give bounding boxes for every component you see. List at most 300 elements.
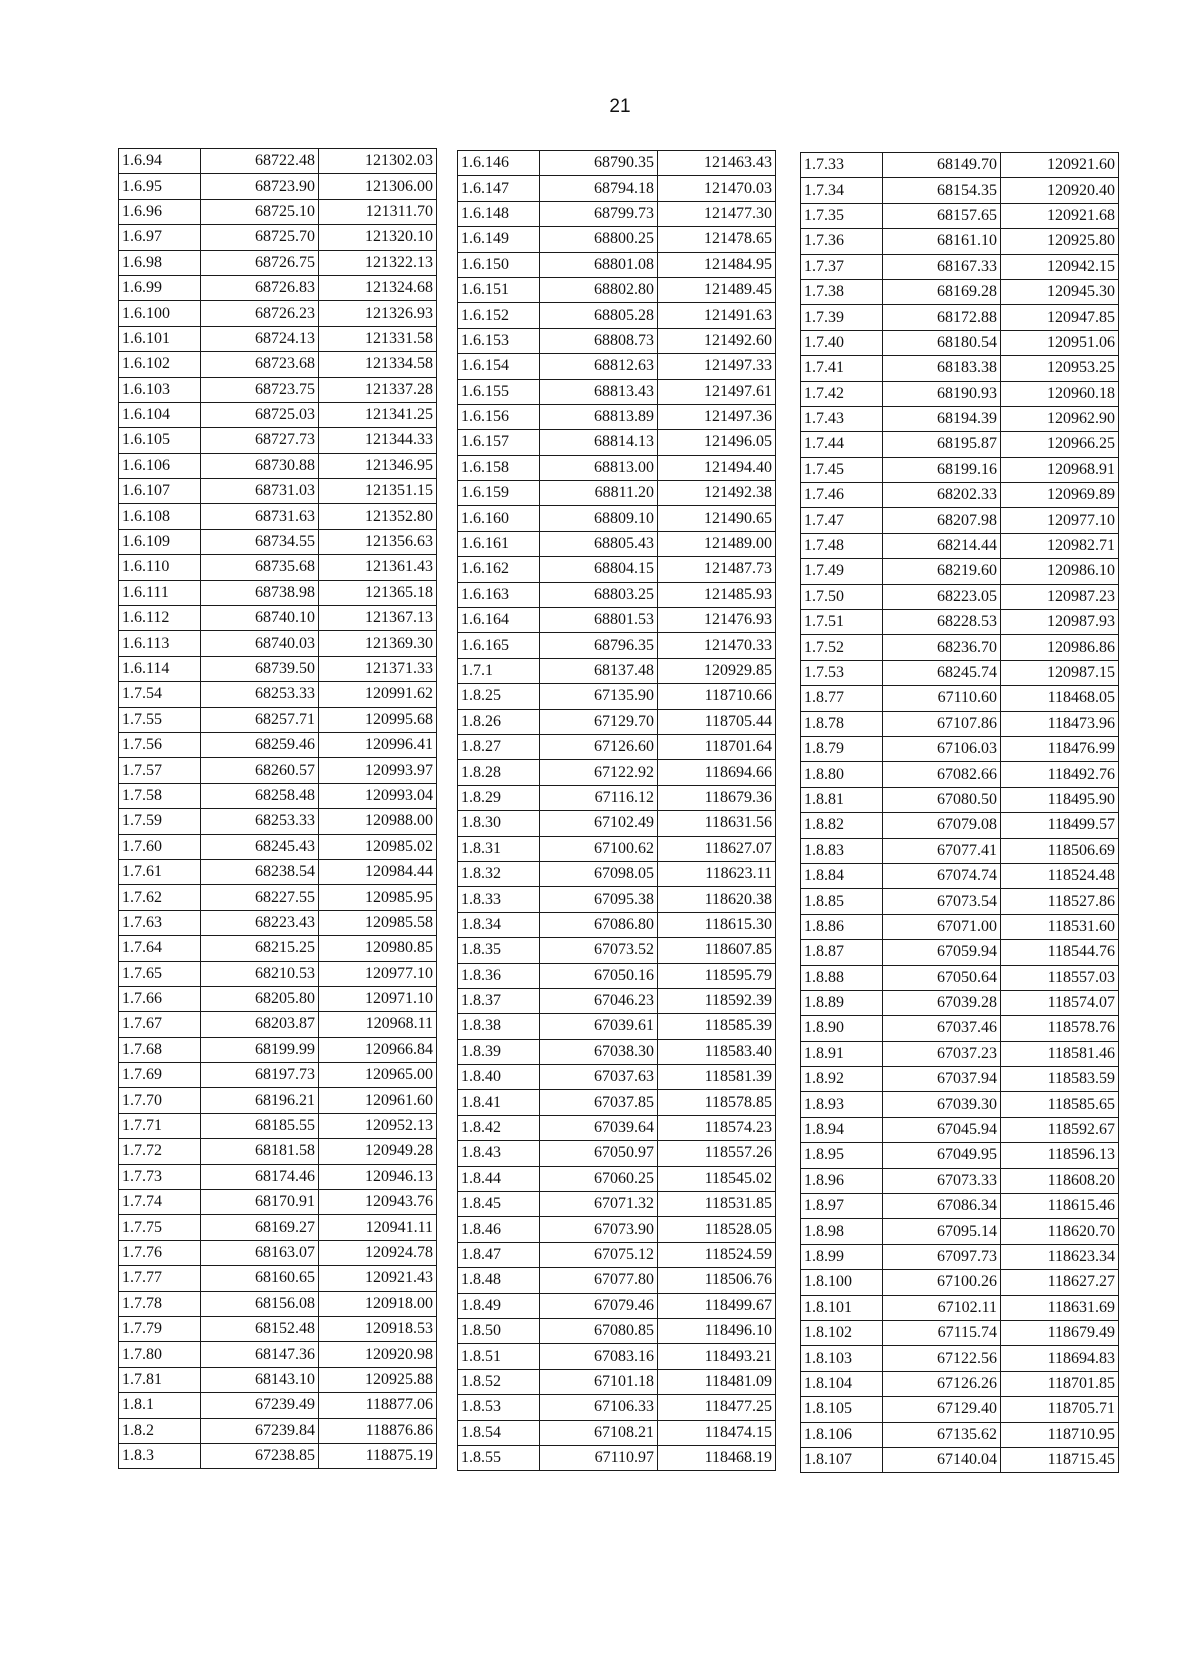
point-id-cell: 1.8.36 — [458, 963, 540, 988]
table-row — [119, 758, 437, 783]
x-coordinate-cell: 67122.56 — [883, 1346, 1001, 1371]
x-coordinate-cell: 68152.48 — [201, 1316, 319, 1341]
y-coordinate-cell: 118506.76 — [658, 1268, 776, 1293]
table-row — [119, 1266, 437, 1291]
point-id-cell: 1.7.60 — [119, 834, 201, 859]
x-coordinate-cell: 68731.63 — [201, 504, 319, 529]
y-coordinate-cell: 118531.60 — [1001, 914, 1119, 939]
table-body — [801, 153, 1119, 1473]
table-row — [119, 809, 437, 834]
y-coordinate-cell: 118694.83 — [1001, 1346, 1119, 1371]
x-coordinate-cell: 68722.48 — [201, 149, 319, 174]
table-row — [458, 912, 776, 937]
y-coordinate-cell: 120980.85 — [319, 936, 437, 961]
y-coordinate-cell: 118710.95 — [1001, 1422, 1119, 1447]
table-row — [119, 174, 437, 199]
table-row — [458, 938, 776, 963]
table-row — [801, 559, 1119, 584]
table-row — [801, 1295, 1119, 1320]
x-coordinate-cell: 68227.55 — [201, 885, 319, 910]
point-id-cell: 1.6.162 — [458, 557, 540, 582]
table-row — [119, 453, 437, 478]
x-coordinate-cell: 68803.25 — [540, 582, 658, 607]
table-row — [458, 1166, 776, 1191]
x-coordinate-cell: 68739.50 — [201, 656, 319, 681]
y-coordinate-cell: 118493.21 — [658, 1344, 776, 1369]
table-row — [458, 277, 776, 302]
table-row — [119, 1316, 437, 1341]
table-row — [119, 326, 437, 351]
y-coordinate-cell: 121302.03 — [319, 149, 437, 174]
x-coordinate-cell: 67049.95 — [883, 1143, 1001, 1168]
y-coordinate-cell: 121489.45 — [658, 277, 776, 302]
x-coordinate-cell: 68799.73 — [540, 201, 658, 226]
x-coordinate-cell: 67100.26 — [883, 1270, 1001, 1295]
point-id-cell: 1.8.29 — [458, 785, 540, 810]
x-coordinate-cell: 67073.33 — [883, 1168, 1001, 1193]
x-coordinate-cell: 68245.43 — [201, 834, 319, 859]
y-coordinate-cell: 118545.02 — [658, 1166, 776, 1191]
point-id-cell: 1.7.46 — [801, 483, 883, 508]
point-id-cell: 1.8.39 — [458, 1039, 540, 1064]
point-id-cell: 1.8.103 — [801, 1346, 883, 1371]
table-row — [119, 859, 437, 884]
x-coordinate-cell: 67239.49 — [201, 1393, 319, 1418]
y-coordinate-cell: 118608.20 — [1001, 1168, 1119, 1193]
x-coordinate-cell: 67059.94 — [883, 940, 1001, 965]
x-coordinate-cell: 68814.13 — [540, 430, 658, 455]
y-coordinate-cell: 121470.33 — [658, 633, 776, 658]
y-coordinate-cell: 118596.13 — [1001, 1143, 1119, 1168]
point-id-cell: 1.7.51 — [801, 610, 883, 635]
point-id-cell: 1.7.81 — [119, 1367, 201, 1392]
y-coordinate-cell: 120982.71 — [1001, 533, 1119, 558]
point-id-cell: 1.7.37 — [801, 254, 883, 279]
table-row — [801, 254, 1119, 279]
x-coordinate-cell: 68161.10 — [883, 229, 1001, 254]
point-id-cell: 1.7.63 — [119, 910, 201, 935]
y-coordinate-cell: 118583.59 — [1001, 1067, 1119, 1092]
table-row — [801, 381, 1119, 406]
table-row — [801, 1244, 1119, 1269]
point-id-cell: 1.6.105 — [119, 428, 201, 453]
point-id-cell: 1.8.97 — [801, 1194, 883, 1219]
point-id-cell: 1.8.27 — [458, 734, 540, 759]
x-coordinate-cell: 67101.18 — [540, 1369, 658, 1394]
point-id-cell: 1.7.59 — [119, 809, 201, 834]
x-coordinate-cell: 68195.87 — [883, 432, 1001, 457]
y-coordinate-cell: 120993.97 — [319, 758, 437, 783]
y-coordinate-cell: 120984.44 — [319, 859, 437, 884]
coordinate-table-1 — [118, 148, 437, 1469]
point-id-cell: 1.7.76 — [119, 1240, 201, 1265]
x-coordinate-cell: 68169.28 — [883, 279, 1001, 304]
point-id-cell: 1.8.107 — [801, 1447, 883, 1472]
x-coordinate-cell: 67098.05 — [540, 861, 658, 886]
point-id-cell: 1.8.98 — [801, 1219, 883, 1244]
x-coordinate-cell: 68253.33 — [201, 809, 319, 834]
table-row — [458, 684, 776, 709]
x-coordinate-cell: 67102.11 — [883, 1295, 1001, 1320]
table-row — [801, 432, 1119, 457]
point-id-cell: 1.8.87 — [801, 940, 883, 965]
table-row — [458, 658, 776, 683]
point-id-cell: 1.7.79 — [119, 1316, 201, 1341]
x-coordinate-cell: 68258.48 — [201, 783, 319, 808]
point-id-cell: 1.8.35 — [458, 938, 540, 963]
table-row — [458, 1090, 776, 1115]
x-coordinate-cell: 67083.16 — [540, 1344, 658, 1369]
table-row — [119, 402, 437, 427]
y-coordinate-cell: 118595.79 — [658, 963, 776, 988]
point-id-cell: 1.7.48 — [801, 533, 883, 558]
point-id-cell: 1.7.44 — [801, 432, 883, 457]
table-row — [458, 582, 776, 607]
x-coordinate-cell: 68259.46 — [201, 732, 319, 757]
y-coordinate-cell: 118615.46 — [1001, 1194, 1119, 1219]
point-id-cell: 1.8.77 — [801, 686, 883, 711]
x-coordinate-cell: 67086.80 — [540, 912, 658, 937]
x-coordinate-cell: 68804.15 — [540, 557, 658, 582]
x-coordinate-cell: 68801.08 — [540, 252, 658, 277]
x-coordinate-cell: 68149.70 — [883, 153, 1001, 178]
x-coordinate-cell: 68805.43 — [540, 531, 658, 556]
table-row — [458, 303, 776, 328]
x-coordinate-cell: 67037.23 — [883, 1041, 1001, 1066]
x-coordinate-cell: 68163.07 — [201, 1240, 319, 1265]
y-coordinate-cell: 121356.63 — [319, 529, 437, 554]
point-id-cell: 1.7.69 — [119, 1063, 201, 1088]
y-coordinate-cell: 121311.70 — [319, 199, 437, 224]
x-coordinate-cell: 67086.34 — [883, 1194, 1001, 1219]
x-coordinate-cell: 68809.10 — [540, 506, 658, 531]
point-id-cell: 1.6.107 — [119, 479, 201, 504]
x-coordinate-cell: 68210.53 — [201, 961, 319, 986]
point-id-cell: 1.6.149 — [458, 227, 540, 252]
y-coordinate-cell: 118481.09 — [658, 1369, 776, 1394]
table-row — [119, 580, 437, 605]
y-coordinate-cell: 118615.30 — [658, 912, 776, 937]
table-row — [801, 533, 1119, 558]
x-coordinate-cell: 68197.73 — [201, 1063, 319, 1088]
point-id-cell: 1.7.36 — [801, 229, 883, 254]
point-id-cell: 1.8.92 — [801, 1067, 883, 1092]
x-coordinate-cell: 67037.46 — [883, 1016, 1001, 1041]
point-id-cell: 1.8.91 — [801, 1041, 883, 1066]
point-id-cell: 1.7.71 — [119, 1113, 201, 1138]
point-id-cell: 1.8.42 — [458, 1115, 540, 1140]
point-id-cell: 1.7.52 — [801, 635, 883, 660]
x-coordinate-cell: 68199.16 — [883, 457, 1001, 482]
table-row — [119, 529, 437, 554]
y-coordinate-cell: 121490.65 — [658, 506, 776, 531]
x-coordinate-cell: 68245.74 — [883, 660, 1001, 685]
table-row — [119, 504, 437, 529]
table-row — [119, 885, 437, 910]
x-coordinate-cell: 68813.00 — [540, 455, 658, 480]
y-coordinate-cell: 118468.19 — [658, 1445, 776, 1470]
x-coordinate-cell: 67050.64 — [883, 965, 1001, 990]
y-coordinate-cell: 118557.26 — [658, 1141, 776, 1166]
x-coordinate-cell: 67095.38 — [540, 887, 658, 912]
table-row — [801, 330, 1119, 355]
y-coordinate-cell: 118499.67 — [658, 1293, 776, 1318]
table-row — [801, 711, 1119, 736]
table-row — [458, 379, 776, 404]
y-coordinate-cell: 118679.49 — [1001, 1320, 1119, 1345]
y-coordinate-cell: 120968.11 — [319, 1012, 437, 1037]
x-coordinate-cell: 68723.68 — [201, 352, 319, 377]
y-coordinate-cell: 121351.15 — [319, 479, 437, 504]
point-id-cell: 1.8.90 — [801, 1016, 883, 1041]
y-coordinate-cell: 118496.10 — [658, 1318, 776, 1343]
table-row — [801, 736, 1119, 761]
table-row — [458, 354, 776, 379]
table-row — [458, 1445, 776, 1470]
x-coordinate-cell: 68723.75 — [201, 377, 319, 402]
table-row — [801, 686, 1119, 711]
table-row — [119, 301, 437, 326]
y-coordinate-cell: 118585.65 — [1001, 1092, 1119, 1117]
point-id-cell: 1.8.37 — [458, 988, 540, 1013]
table-row — [119, 783, 437, 808]
y-coordinate-cell: 120996.41 — [319, 732, 437, 757]
point-id-cell: 1.6.100 — [119, 301, 201, 326]
table-row — [458, 1039, 776, 1064]
y-coordinate-cell: 118524.59 — [658, 1242, 776, 1267]
point-id-cell: 1.7.39 — [801, 305, 883, 330]
x-coordinate-cell: 67071.32 — [540, 1192, 658, 1217]
x-coordinate-cell: 67038.30 — [540, 1039, 658, 1064]
point-id-cell: 1.7.70 — [119, 1088, 201, 1113]
table-row — [119, 1418, 437, 1443]
y-coordinate-cell: 118574.07 — [1001, 990, 1119, 1015]
point-id-cell: 1.6.155 — [458, 379, 540, 404]
point-id-cell: 1.8.34 — [458, 912, 540, 937]
y-coordinate-cell: 118527.86 — [1001, 889, 1119, 914]
y-coordinate-cell: 121497.33 — [658, 354, 776, 379]
x-coordinate-cell: 68731.03 — [201, 479, 319, 504]
point-id-cell: 1.8.83 — [801, 838, 883, 863]
table-body — [119, 149, 437, 1469]
point-id-cell: 1.7.74 — [119, 1190, 201, 1215]
table-row — [801, 584, 1119, 609]
point-id-cell: 1.6.150 — [458, 252, 540, 277]
x-coordinate-cell: 68725.70 — [201, 225, 319, 250]
y-coordinate-cell: 121324.68 — [319, 275, 437, 300]
table-row — [458, 1242, 776, 1267]
x-coordinate-cell: 68738.98 — [201, 580, 319, 605]
point-id-cell: 1.7.53 — [801, 660, 883, 685]
point-id-cell: 1.7.35 — [801, 203, 883, 228]
point-id-cell: 1.6.157 — [458, 430, 540, 455]
x-coordinate-cell: 68207.98 — [883, 508, 1001, 533]
point-id-cell: 1.8.51 — [458, 1344, 540, 1369]
x-coordinate-cell: 68183.38 — [883, 356, 1001, 381]
point-id-cell: 1.8.106 — [801, 1422, 883, 1447]
table-row — [458, 811, 776, 836]
table-row — [119, 1190, 437, 1215]
y-coordinate-cell: 118499.57 — [1001, 813, 1119, 838]
table-row — [119, 1367, 437, 1392]
y-coordinate-cell: 121346.95 — [319, 453, 437, 478]
table-row — [801, 1067, 1119, 1092]
y-coordinate-cell: 121365.18 — [319, 580, 437, 605]
point-id-cell: 1.8.50 — [458, 1318, 540, 1343]
y-coordinate-cell: 120946.13 — [319, 1164, 437, 1189]
y-coordinate-cell: 120995.68 — [319, 707, 437, 732]
point-id-cell: 1.8.40 — [458, 1065, 540, 1090]
table-row — [801, 483, 1119, 508]
point-id-cell: 1.6.102 — [119, 352, 201, 377]
table-row — [119, 1164, 437, 1189]
table-row — [801, 863, 1119, 888]
table-row — [119, 682, 437, 707]
table-row — [801, 279, 1119, 304]
x-coordinate-cell: 67077.41 — [883, 838, 1001, 863]
y-coordinate-cell: 118585.39 — [658, 1014, 776, 1039]
point-id-cell: 1.8.96 — [801, 1168, 883, 1193]
table-row — [119, 631, 437, 656]
x-coordinate-cell: 68801.53 — [540, 608, 658, 633]
x-coordinate-cell: 68726.75 — [201, 250, 319, 275]
table-row — [119, 149, 437, 174]
table-row — [458, 760, 776, 785]
y-coordinate-cell: 121497.61 — [658, 379, 776, 404]
y-coordinate-cell: 121337.28 — [319, 377, 437, 402]
point-id-cell: 1.6.110 — [119, 555, 201, 580]
point-id-cell: 1.8.48 — [458, 1268, 540, 1293]
table-row — [119, 1088, 437, 1113]
table-row — [119, 834, 437, 859]
table-row — [801, 229, 1119, 254]
y-coordinate-cell: 120977.10 — [1001, 508, 1119, 533]
x-coordinate-cell: 68725.03 — [201, 402, 319, 427]
point-id-cell: 1.6.164 — [458, 608, 540, 633]
y-coordinate-cell: 118679.36 — [658, 785, 776, 810]
y-coordinate-cell: 120985.95 — [319, 885, 437, 910]
y-coordinate-cell: 120941.11 — [319, 1215, 437, 1240]
y-coordinate-cell: 118694.66 — [658, 760, 776, 785]
x-coordinate-cell: 68167.33 — [883, 254, 1001, 279]
y-coordinate-cell: 118701.85 — [1001, 1371, 1119, 1396]
y-coordinate-cell: 120991.62 — [319, 682, 437, 707]
table-row — [458, 1192, 776, 1217]
y-coordinate-cell: 120924.78 — [319, 1240, 437, 1265]
y-coordinate-cell: 120968.91 — [1001, 457, 1119, 482]
y-coordinate-cell: 120965.00 — [319, 1063, 437, 1088]
y-coordinate-cell: 120960.18 — [1001, 381, 1119, 406]
x-coordinate-cell: 67115.74 — [883, 1320, 1001, 1345]
y-coordinate-cell: 120920.40 — [1001, 178, 1119, 203]
table-row — [458, 252, 776, 277]
point-id-cell: 1.7.77 — [119, 1266, 201, 1291]
point-id-cell: 1.8.55 — [458, 1445, 540, 1470]
point-id-cell: 1.6.99 — [119, 275, 201, 300]
table-row — [119, 986, 437, 1011]
table-row — [801, 1143, 1119, 1168]
point-id-cell: 1.8.85 — [801, 889, 883, 914]
point-id-cell: 1.8.25 — [458, 684, 540, 709]
table-row — [458, 1115, 776, 1140]
x-coordinate-cell: 68196.21 — [201, 1088, 319, 1113]
table-row — [458, 988, 776, 1013]
table-row — [801, 1397, 1119, 1422]
table-row — [458, 1318, 776, 1343]
x-coordinate-cell: 68190.93 — [883, 381, 1001, 406]
x-coordinate-cell: 67077.80 — [540, 1268, 658, 1293]
y-coordinate-cell: 120993.04 — [319, 783, 437, 808]
x-coordinate-cell: 68199.99 — [201, 1037, 319, 1062]
table-row — [801, 1219, 1119, 1244]
table-row — [458, 963, 776, 988]
y-coordinate-cell: 121369.30 — [319, 631, 437, 656]
y-coordinate-cell: 118701.64 — [658, 734, 776, 759]
x-coordinate-cell: 68205.80 — [201, 986, 319, 1011]
table-row — [119, 250, 437, 275]
x-coordinate-cell: 67107.86 — [883, 711, 1001, 736]
table-row — [801, 1447, 1119, 1472]
x-coordinate-cell: 68726.23 — [201, 301, 319, 326]
y-coordinate-cell: 120966.25 — [1001, 432, 1119, 457]
x-coordinate-cell: 68812.63 — [540, 354, 658, 379]
x-coordinate-cell: 67073.54 — [883, 889, 1001, 914]
point-id-cell: 1.8.80 — [801, 762, 883, 787]
point-id-cell: 1.7.33 — [801, 153, 883, 178]
table-row — [119, 1240, 437, 1265]
x-coordinate-cell: 67126.26 — [883, 1371, 1001, 1396]
y-coordinate-cell: 120942.15 — [1001, 254, 1119, 279]
point-id-cell: 1.6.148 — [458, 201, 540, 226]
x-coordinate-cell: 68740.10 — [201, 606, 319, 631]
y-coordinate-cell: 120969.89 — [1001, 483, 1119, 508]
x-coordinate-cell: 67075.12 — [540, 1242, 658, 1267]
table-row — [801, 635, 1119, 660]
x-coordinate-cell: 67095.14 — [883, 1219, 1001, 1244]
y-coordinate-cell: 121320.10 — [319, 225, 437, 250]
x-coordinate-cell: 67039.64 — [540, 1115, 658, 1140]
table-row — [119, 1063, 437, 1088]
table-row — [801, 305, 1119, 330]
point-id-cell: 1.7.47 — [801, 508, 883, 533]
y-coordinate-cell: 118544.76 — [1001, 940, 1119, 965]
point-id-cell: 1.8.89 — [801, 990, 883, 1015]
table-row — [458, 608, 776, 633]
x-coordinate-cell: 68727.73 — [201, 428, 319, 453]
point-id-cell: 1.8.47 — [458, 1242, 540, 1267]
table-row — [458, 1065, 776, 1090]
x-coordinate-cell: 68154.35 — [883, 178, 1001, 203]
y-coordinate-cell: 120987.93 — [1001, 610, 1119, 635]
x-coordinate-cell: 67110.60 — [883, 686, 1001, 711]
point-id-cell: 1.8.82 — [801, 813, 883, 838]
y-coordinate-cell: 118715.45 — [1001, 1447, 1119, 1472]
y-coordinate-cell: 118627.27 — [1001, 1270, 1119, 1295]
point-id-cell: 1.6.113 — [119, 631, 201, 656]
y-coordinate-cell: 120943.76 — [319, 1190, 437, 1215]
y-coordinate-cell: 121322.13 — [319, 250, 437, 275]
y-coordinate-cell: 118492.76 — [1001, 762, 1119, 787]
y-coordinate-cell: 121476.93 — [658, 608, 776, 633]
x-coordinate-cell: 67050.16 — [540, 963, 658, 988]
y-coordinate-cell: 121489.00 — [658, 531, 776, 556]
x-coordinate-cell: 68725.10 — [201, 199, 319, 224]
x-coordinate-cell: 67037.63 — [540, 1065, 658, 1090]
y-coordinate-cell: 118524.48 — [1001, 863, 1119, 888]
point-id-cell: 1.6.104 — [119, 402, 201, 427]
table-row — [801, 889, 1119, 914]
point-id-cell: 1.6.97 — [119, 225, 201, 250]
